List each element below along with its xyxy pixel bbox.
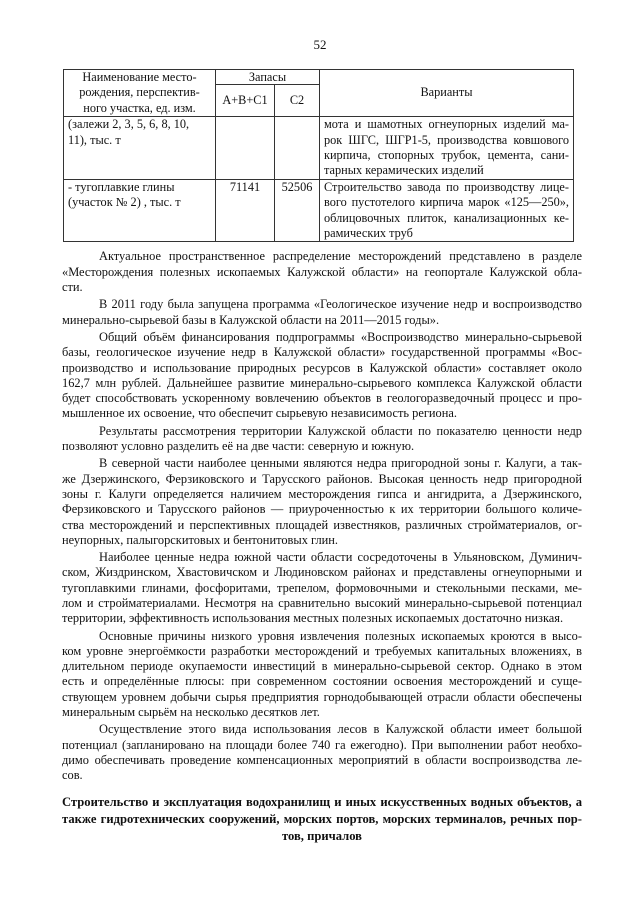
paragraph-line: Результаты рассмотрения территории Калужской области по показателю ценности недр: [99, 423, 582, 438]
paragraph-line: димо обеспечивать проведение компенсационных мероприятий в области воспроизводства ле-: [62, 752, 582, 767]
cell-line: вого пустотелого кирпича марок «125—250»,: [324, 195, 569, 210]
cell-line: мота и шамотных огнеупорных изделий ма-: [324, 117, 569, 132]
cell-c2: 52506: [275, 179, 320, 242]
table-row: [64, 117, 574, 180]
cell-deposit-name: [64, 179, 216, 242]
table-row: [64, 179, 574, 242]
header-line: рождения, перспектив-: [79, 85, 200, 100]
cell-variants: [320, 117, 574, 180]
paragraph: [62, 249, 582, 295]
section-heading: [62, 794, 582, 845]
paragraph-line: длительном периоде окупаемости инвестиций в минерально-сырьевой сектор. Однако в этом: [62, 659, 582, 674]
body-text: [62, 249, 582, 783]
paragraph: [62, 330, 582, 422]
table-header-row: [64, 70, 574, 85]
paragraph: [62, 550, 582, 626]
cell-line: Строительство завода по производству лице-: [324, 179, 569, 194]
paragraph-line: сти.: [62, 280, 83, 295]
paragraph: [62, 424, 582, 455]
cell-line: 11), тыс. т: [68, 132, 121, 147]
paragraph-line: неупорных, палыгорскитовых и бентонитовых глин.: [62, 532, 338, 547]
header-reserves: Запасы: [216, 70, 320, 85]
header-deposit-name: [64, 70, 216, 117]
page-number: 52: [313, 37, 327, 52]
cell-abc1: [216, 117, 275, 180]
cell-line: облицовочных плиток, канализационных ке-: [324, 210, 569, 225]
paragraph-line: тугоплавкими глинами, фосфоритами, трепелом, формовочными и стекольными песками, ме-: [62, 580, 582, 595]
cell-line: рамических труб: [324, 226, 413, 241]
heading-line: Строительство и эксплуатация водохранилищ и иных искусственных водных объектов, а: [62, 794, 582, 809]
paragraph-line: «Месторождения полезных ископаемых Калужской области» на геопортале Калужской обла-: [62, 264, 582, 279]
header-line: Наименование место-: [82, 70, 197, 84]
cell-line: - тугоплавкие глины: [68, 179, 175, 194]
paragraph-line: минеральным сырьём на несколько десятков лет.: [62, 705, 320, 720]
paragraph-line: территории, эффективность использования местных полезных ископаемых достаточно низкая.: [62, 611, 564, 626]
cell-line: кирпича, стопорных трубок, цемента, сани-: [324, 148, 569, 163]
paragraph-line: будет способствовать ускоренному вовлечению объектов в геологоразведочный процесс и про-: [62, 391, 582, 406]
header-variants: Варианты: [320, 70, 574, 117]
paragraph: [62, 456, 582, 548]
paragraph-line: минерально-сырьевой базы в Калужской области на 2011—2015 годы».: [62, 312, 440, 327]
paragraph: [62, 297, 582, 328]
cell-line: (залежи 2, 3, 5, 6, 8, 10,: [68, 117, 190, 132]
cell-c2: [275, 117, 320, 180]
heading-line: тов, причалов: [282, 828, 362, 843]
paragraph-line: ском, Жиздринском, Хвастовичском и Людиновском районах и представлены огнеупорными и: [62, 565, 582, 580]
header-abc1: А+В+С1: [216, 85, 275, 117]
paragraph-line: базы, геологическое изучение недр в Калужской области» государственной программы «Вос-: [62, 345, 582, 360]
paragraph-line: производство и использование природных ресурсов в Калужской области» составляет около: [62, 360, 582, 375]
paragraph-line: лом и стройматериалами. Несмотря на сравнительно высокий минерально-сырьевой потенциал: [62, 596, 582, 610]
paragraph-line: Наиболее ценные недра южной части области сосредоточены в Ульяновском, Думинич-: [99, 550, 582, 565]
paragraph-line: зоны г. Калуги определяется наличием месторождения гипса и ангидрита, а Дзержинского,: [62, 486, 582, 501]
paragraph-line: В северной части наиболее ценными являются недра пригородной зоны г. Калуги, а так-: [99, 456, 582, 471]
paragraph-line: Основные причины низкого уровня извлечения полезных ископаемых кроются в высо-: [99, 628, 582, 643]
cell-variants: [320, 179, 574, 242]
paragraph: [62, 722, 582, 783]
paragraph-line: В 2011 году была запущена программа «Геологическое изучение недр и воспроизводство: [99, 297, 582, 312]
paragraph-line: сов.: [62, 768, 83, 783]
cell-line: рок ШГС, ШГР1-5, производства ковшового: [324, 132, 569, 147]
paragraph-line: Актуальное пространственное распределение месторождений представлено в разделе: [99, 249, 582, 264]
header-c2: С2: [275, 85, 320, 117]
paragraph-line: Осуществление этого вида использования лесов в Калужской области имеет большой: [99, 722, 582, 737]
cell-line: (участок № 2) , тыс. т: [68, 195, 181, 210]
page-content: [62, 69, 582, 845]
cell-deposit-name: [64, 117, 216, 180]
paragraph-line: мышленное их освоение, что обеспечит сырьевую независимость региона.: [62, 406, 457, 421]
cell-abc1: 71141: [216, 179, 275, 242]
paragraph-line: позволяют условно разделить её на две части: северную и южную.: [62, 439, 415, 454]
paragraph-line: Общий объём финансирования подпрограммы «Воспроизводство минерально-сырьевой: [99, 329, 582, 344]
heading-line: также гидротехнических сооружений, морских портов, морских терминалов, речных пор-: [62, 811, 582, 826]
paragraph: [62, 629, 582, 721]
paragraph-line: потенциал (запланировано на площади более 740 га ежегодно). При выполнении работ необхо-: [62, 737, 582, 752]
header-line: ного участка, ед. изм.: [83, 100, 196, 115]
paragraph-line: есть и определённые плюсы: при современном состоянии освоения месторождений и суще-: [62, 674, 582, 689]
cell-line: тарных керамических изделий: [324, 163, 484, 178]
paragraph-line: Ферзиковского и Тарусского районов — приуроченностью к их территории большого количе-: [62, 502, 582, 517]
paragraph-line: же Дзержинского, Ферзиковского и Тарусского районов. Высокая ценность недр пригородной: [62, 471, 582, 486]
paragraph-line: 162,7 млн рублей. Дальнейшее развитие минерально-сырьевого комплекса Калужской области: [62, 375, 582, 390]
paragraph-line: ства месторождений и перспективных площадей известняков, различных стройматериалов, ог-: [62, 517, 582, 532]
paragraph-line: ствующем уровнем добычи сырья предприятия горнодобывающей отрасли области обеспечены: [62, 689, 582, 704]
reserves-table: [63, 69, 574, 242]
paragraph-line: ком уровне энергоёмкости разработки месторождений и требуемых капитальных вложениях, в: [62, 643, 582, 658]
